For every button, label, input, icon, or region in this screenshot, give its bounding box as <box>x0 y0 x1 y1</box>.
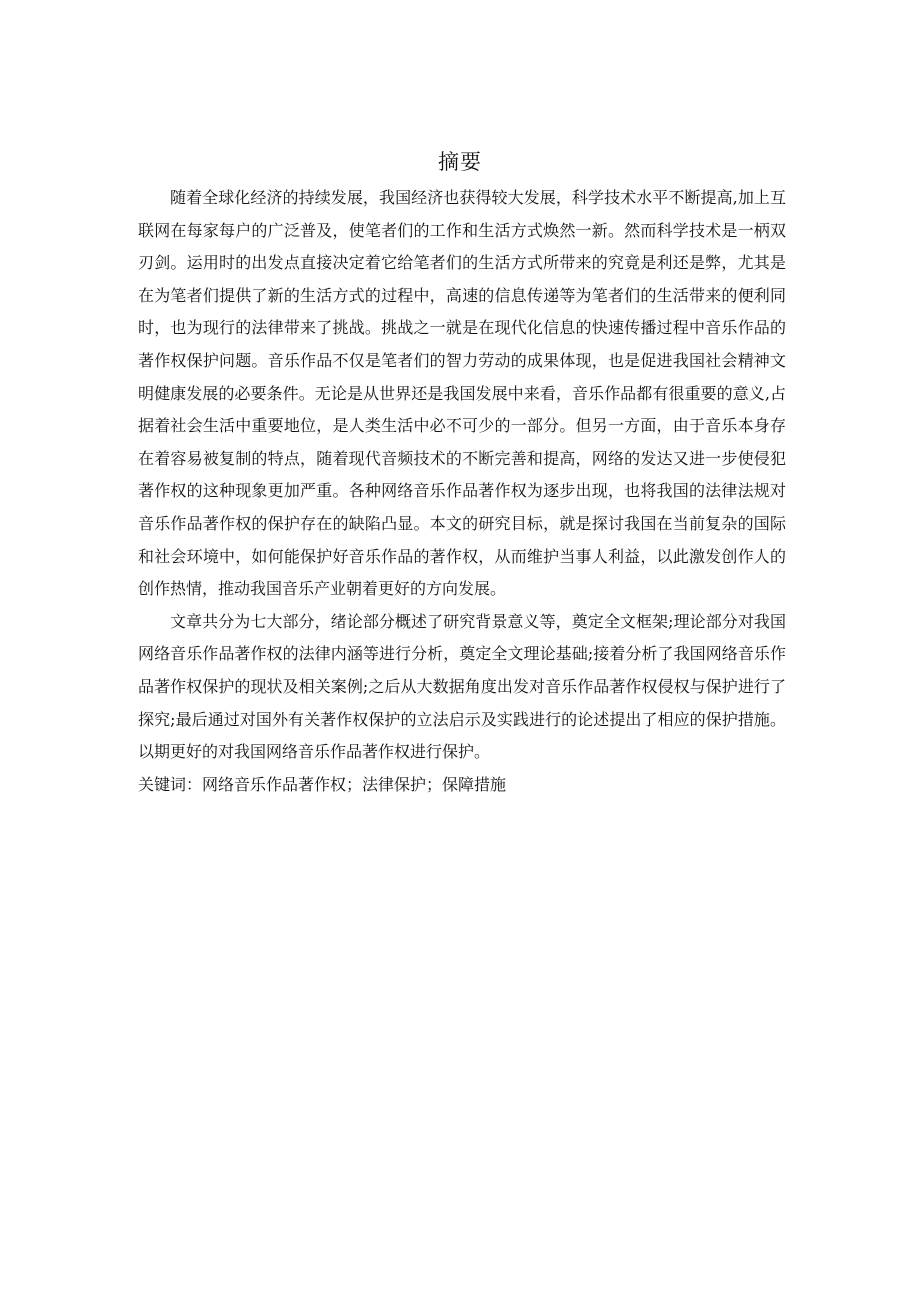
keywords-line: 关键词：网络音乐作品著作权；法律保护；保障措施 <box>138 774 507 794</box>
abstract-paragraph-1: 随着全球化经济的持续发展，我国经济也获得较大发展，科学技术水平不断提高,加上互联网在每家每户的广泛普及，使笔者们的工作和生活方式焕然一新。然而科学技术是一柄双刃剑。运用时的出发点直接决定着它给笔者们的生活方式所带来的究竟是利还是弊，尤其是在为笔者们提供了新的生活方式的过程中，高速的信息传递等为笔者们的生活带来的便利同时，也为现行的法律带来了挑战。挑战之一就是在现代化信息的快速传播过程中音乐作品的著作权保护问题。音乐作品不仅是笔者们的智力劳动的成果体现，也是促进我国社会精神文明健康发展的必要条件。无论是从世界还是我国发展中来看，音乐作品都有很重要的意义,占据着社会生活中重要地位，是人类生活中必不可少的一部分。但另一方面，由于音乐本身存在着容易被复制的特点，随着现代音频技术的不断完善和提高，网络的发达又进一步使侵犯著作权的这种现象更加严重。各种网络音乐作品著作权为逐步出现，也将我国的法律法规对音乐作品著作权的保护存在的缺陷凸显。本文的研究目标，就是探讨我国在当前复杂的国际和社会环境中，如何能保护好音乐作品的著作权，从而维护当事人利益，以此激发创作人的创作热情，推动我国音乐产业朝着更好的方向发展。 <box>138 188 786 599</box>
abstract-body <box>138 182 786 801</box>
abstract-paragraph-2: 文章共分为七大部分，绪论部分概述了研究背景意义等，奠定全文框架;理论部分对我国网络音乐作品著作权的法律内涵等进行分析，奠定全文理论基础;接着分析了我国网络音乐作品著作权保护的现状及相关案例;之后从大数据角度出发对音乐作品著作权侵权与保护进行了探究;最后通过对国外有关著作权保护的立法启示及实践进行的论述提出了相应的保护措施。以期更好的对我国网络音乐作品著作权进行保护。 <box>138 611 786 762</box>
abstract-title: 摘要 <box>438 150 482 174</box>
